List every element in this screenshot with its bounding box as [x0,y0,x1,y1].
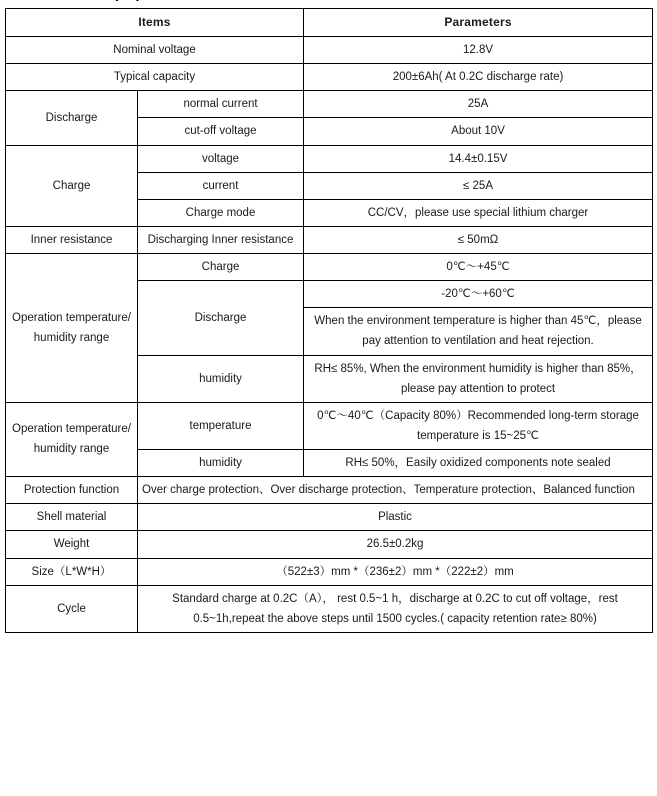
row-value-weight: 26.5±0.2kg [138,531,653,558]
row-value-cycle: Standard charge at 0.2C（A）， rest 0.5~1 h，discharge at 0.2C to cut off voltage，rest 0.5~1h,repeat the above steps until 1500 cycles.( capacity retention rate≥ 80%) [138,585,653,632]
row-label-discharge-cutoff-voltage: cut-off voltage [138,118,304,145]
row-group-label-discharge: Discharge [6,91,138,145]
table-row [6,226,653,253]
column-header-parameters: Parameters [304,9,653,37]
row-group-label-inner-resistance: Inner resistance [6,226,138,253]
row-value-discharge-normal-current: 25A [304,91,653,118]
table-row [6,145,653,172]
table-row [6,477,653,504]
row-label-charge-current: current [138,172,304,199]
table-row [6,585,653,632]
row-label-shell-material: Shell material [6,504,138,531]
row-label-size: Size（L*W*H） [6,558,138,585]
row-label-operation-humidity: humidity [138,355,304,402]
row-label-charge-mode: Charge mode [138,199,304,226]
table-row [6,64,653,91]
row-value-typical-capacity: 200±6Ah( At 0.2C discharge rate) [304,64,653,91]
row-value-protection-function: Over charge protection、Over discharge protection、Temperature protection、Balanced function [138,477,653,504]
row-label-storage-humidity: humidity [138,450,304,477]
row-value-operation-discharge-range: -20℃～+60℃ [304,281,653,308]
row-value-charge-current: ≤ 25A [304,172,653,199]
row-label-storage-temperature: temperature [138,402,304,449]
row-label-protection-function: Protection function [6,477,138,504]
row-value-operation-humidity: RH≤ 85%, When the environment humidity is higher than 85%，please pay attention to protect [304,355,653,402]
table-header-row [6,9,653,37]
row-label-discharge-normal-current: normal current [138,91,304,118]
row-label-operation-charge: Charge [138,254,304,281]
row-group-label-operation-range: Operation temperature/ humidity range [6,254,138,403]
table-row [6,558,653,585]
row-label-discharging-inner-resistance: Discharging Inner resistance [138,226,304,253]
row-value-storage-temperature: 0℃～40℃（Capacity 80%）Recommended long-term storage temperature is 15~25℃ [304,402,653,449]
table-row [6,402,653,449]
row-label-nominal-voltage: Nominal voltage [6,37,304,64]
row-value-charge-mode: CC/CV，please use special lithium charger [304,199,653,226]
battery-specification-table [5,8,653,633]
row-label-cycle: Cycle [6,585,138,632]
row-label-typical-capacity: Typical capacity [6,64,304,91]
row-label-charge-voltage: voltage [138,145,304,172]
column-header-items: Items [6,9,304,37]
row-group-label-storage-range: Operation temperature/ humidity range [6,402,138,476]
row-value-size: （522±3）mm *（236±2）mm *（222±2）mm [138,558,653,585]
clipped-document-heading [6,0,225,1]
row-value-operation-charge: 0℃～+45℃ [304,254,653,281]
row-value-storage-humidity: RH≤ 50%，Easily oxidized components note sealed [304,450,653,477]
row-value-inner-resistance: ≤ 50mΩ [304,226,653,253]
table-row [6,91,653,118]
row-value-shell-material: Plastic [138,504,653,531]
row-value-operation-discharge-note: When the environment temperature is higher than 45℃，please pay attention to ventilation and heat rejection. [304,308,653,355]
table-row [6,37,653,64]
row-value-charge-voltage: 14.4±0.15V [304,145,653,172]
row-value-discharge-cutoff-voltage: About 10V [304,118,653,145]
row-value-nominal-voltage: 12.8V [304,37,653,64]
table-row [6,531,653,558]
table-row [6,504,653,531]
row-group-label-charge: Charge [6,145,138,226]
row-label-operation-discharge: Discharge [138,281,304,355]
table-row [6,254,653,281]
row-label-weight: Weight [6,531,138,558]
